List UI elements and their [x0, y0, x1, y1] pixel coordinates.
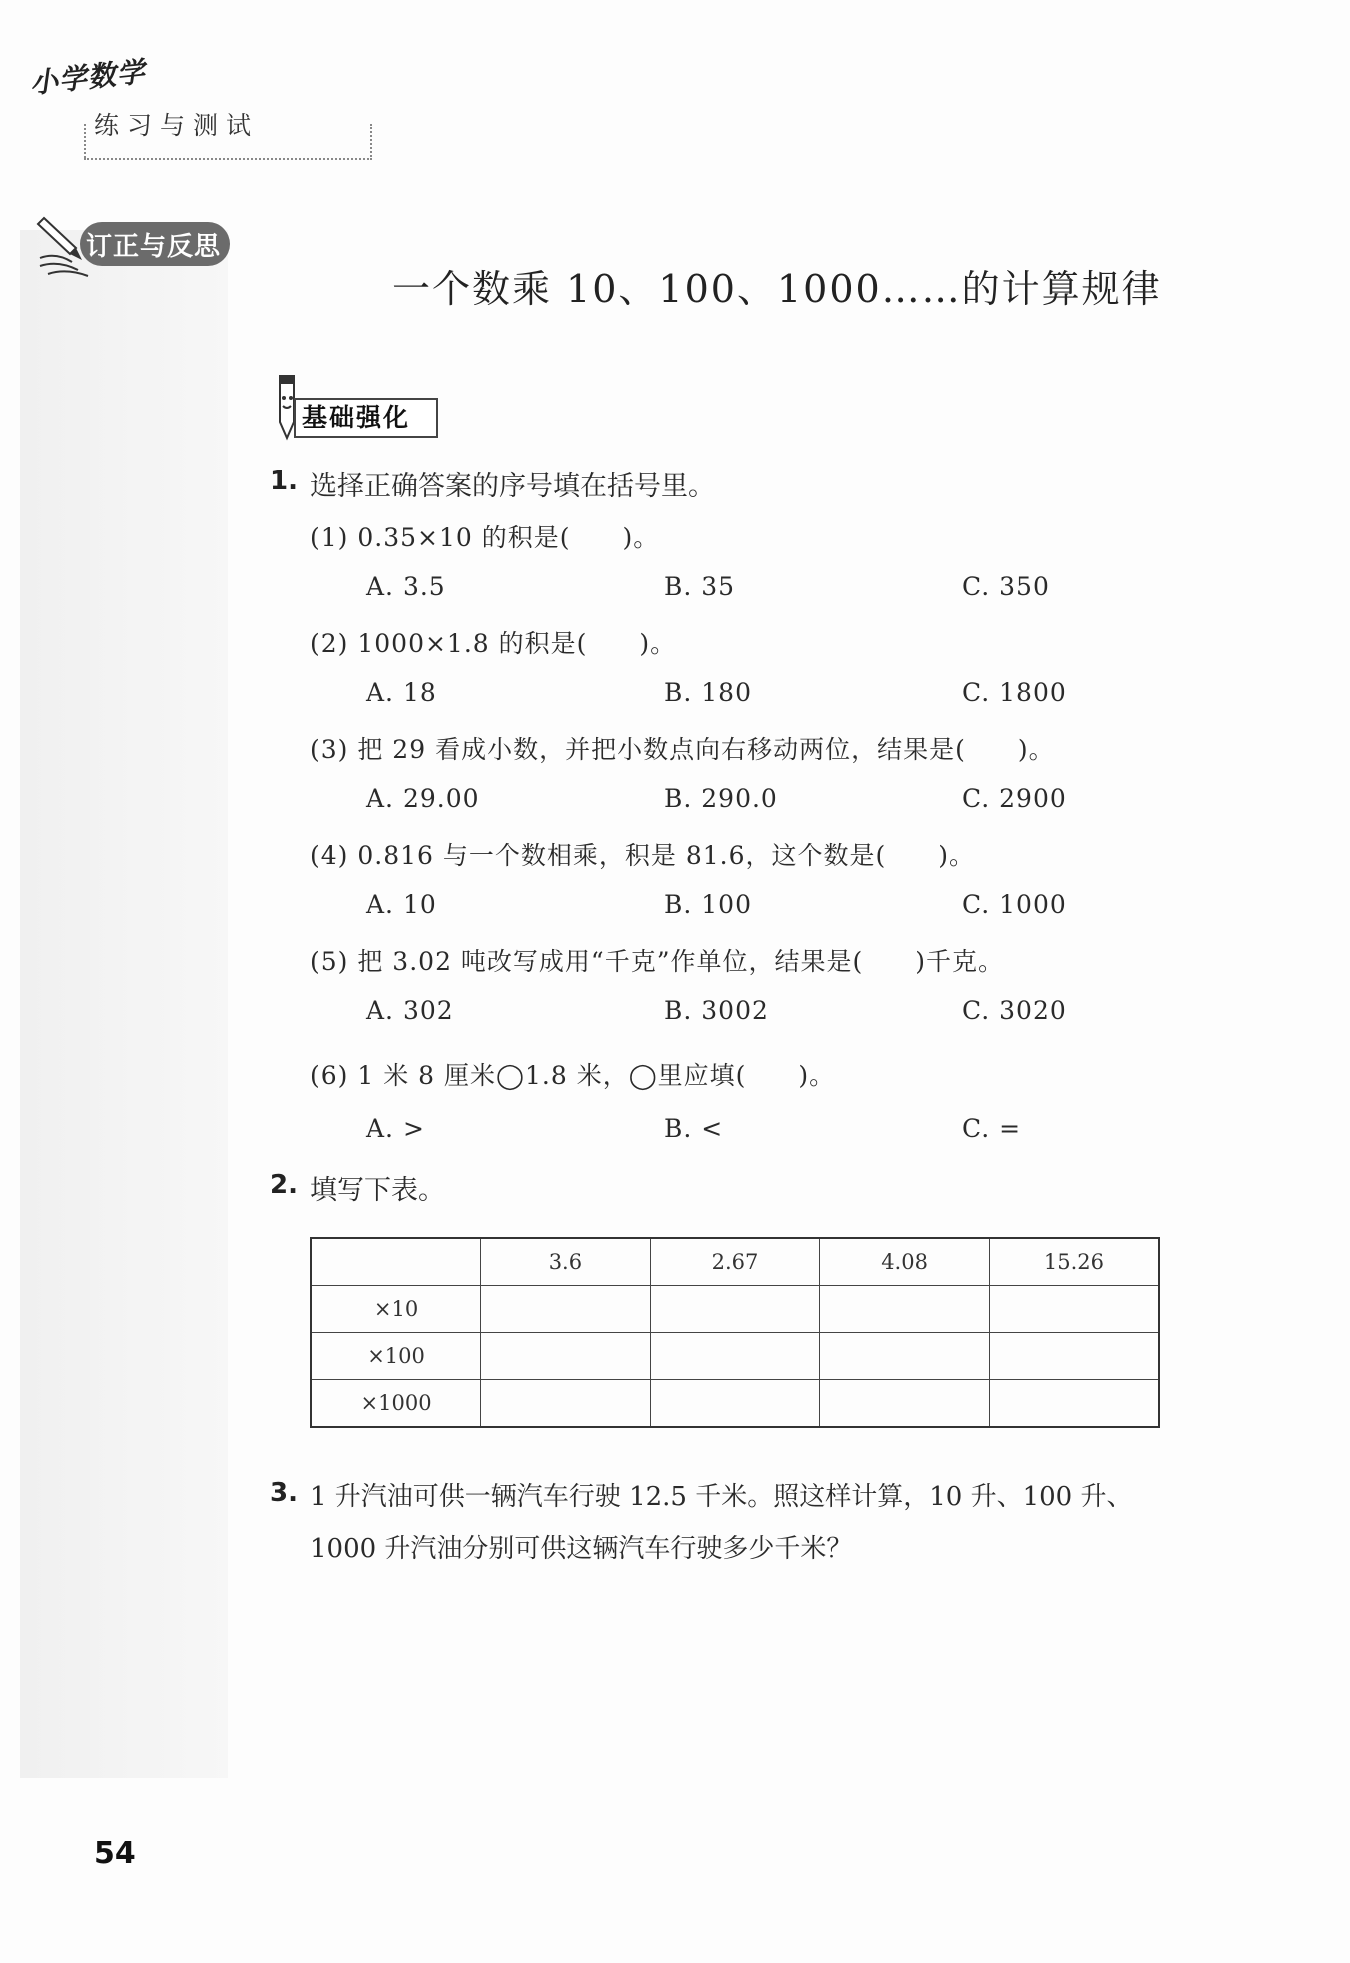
table-row — [311, 1380, 1159, 1428]
q1-item-6-option-b: B. < — [664, 1114, 724, 1143]
q1-item-3-option-a: A. 29.00 — [366, 784, 480, 813]
row-label: ×10 — [311, 1286, 481, 1333]
q1-item-5-option-b: B. 3002 — [664, 996, 769, 1025]
q1-item-1-option-b: B. 35 — [664, 572, 736, 601]
q1-item-4-option-b: B. 100 — [664, 890, 752, 919]
q1-item-2-option-b: B. 180 — [664, 678, 752, 707]
answer-cell[interactable] — [820, 1333, 990, 1380]
lesson-title: 一个数乘 10、100、1000……的计算规律 — [392, 267, 1162, 311]
section-label: 基础强化 — [302, 403, 411, 432]
table-row — [311, 1286, 1159, 1333]
q1-item-1-option-a: A. 3.5 — [366, 572, 446, 601]
table-header-cell: 2.67 — [650, 1238, 820, 1286]
page-number: 54 — [94, 1836, 136, 1871]
question-2-prompt: 填写下表。 — [310, 1175, 445, 1206]
answer-cell[interactable] — [989, 1286, 1159, 1333]
series-title: 小学数学 — [28, 55, 148, 101]
row-label: ×1000 — [311, 1380, 481, 1428]
correction-reflection-tag — [36, 212, 232, 282]
table-header-cell: 4.08 — [820, 1238, 990, 1286]
answer-cell[interactable] — [989, 1333, 1159, 1380]
table-header-cell: 15.26 — [989, 1238, 1159, 1286]
correction-margin — [20, 230, 228, 1778]
table-header-row — [311, 1238, 1159, 1286]
q1-item-4-option-a: A. 10 — [366, 890, 437, 919]
answer-cell[interactable] — [820, 1380, 990, 1428]
table-row — [311, 1333, 1159, 1380]
fill-in-table — [310, 1237, 1160, 1428]
q1-item-6-option-a: A. > — [366, 1114, 425, 1143]
q1-item-3-stem: (3) 把 29 看成小数，并把小数点向右移动两位，结果是( )。 — [310, 735, 1055, 764]
q1-item-6-stem: (6) 1 米 8 厘米◯1.8 米，◯里应填( )。 — [310, 1061, 836, 1090]
answer-cell[interactable] — [481, 1333, 651, 1380]
question-3-number: 3. — [270, 1478, 298, 1508]
series-header — [28, 55, 342, 158]
question-3-line-1: 1 升汽油可供一辆汽车行驶 12.5 千米。照这样计算，10 升、100 升、 — [310, 1482, 1133, 1512]
answer-cell[interactable] — [481, 1380, 651, 1428]
q1-item-3-option-b: B. 290.0 — [664, 784, 778, 813]
question-1-prompt: 选择正确答案的序号填在括号里。 — [310, 471, 715, 502]
header-dotted-frame-left — [84, 124, 88, 158]
series-subtitle: 练习与测试 — [94, 111, 260, 140]
q1-item-2-option-c: C. 1800 — [962, 678, 1067, 707]
question-2-number: 2. — [270, 1170, 298, 1200]
q1-item-4-stem: (4) 0.816 与一个数相乘，积是 81.6，这个数是( )。 — [310, 841, 975, 870]
question-1-number: 1. — [270, 466, 298, 496]
q1-item-1-option-c: C. 350 — [962, 572, 1050, 601]
answer-cell[interactable] — [650, 1380, 820, 1428]
q1-item-2-option-a: A. 18 — [366, 678, 437, 707]
q1-item-2-stem: (2) 1000×1.8 的积是( )。 — [310, 629, 677, 658]
row-label: ×100 — [311, 1333, 481, 1380]
question-3-line-2: 1000 升汽油分别可供这辆汽车行驶多少千米？ — [310, 1534, 853, 1564]
q1-item-5-stem: (5) 把 3.02 吨改写成用“千克”作单位，结果是( )千克。 — [310, 947, 1004, 976]
answer-cell[interactable] — [650, 1333, 820, 1380]
q1-item-6-option-c: C. = — [962, 1114, 1022, 1143]
q1-item-5-option-c: C. 3020 — [962, 996, 1067, 1025]
q1-item-5-option-a: A. 302 — [366, 996, 454, 1025]
answer-cell[interactable] — [989, 1380, 1159, 1428]
answer-cell[interactable] — [650, 1286, 820, 1333]
answer-cell[interactable] — [481, 1286, 651, 1333]
q1-item-4-option-c: C. 1000 — [962, 890, 1067, 919]
answer-cell[interactable] — [820, 1286, 990, 1333]
q1-item-1-stem: (1) 0.35×10 的积是( )。 — [310, 523, 660, 552]
correction-label: 订正与反思 — [86, 232, 222, 262]
table-header-cell: 3.6 — [481, 1238, 651, 1286]
section-basic-reinforcement — [270, 372, 450, 444]
table-header-cell — [311, 1238, 481, 1286]
q1-item-3-option-c: C. 2900 — [962, 784, 1067, 813]
